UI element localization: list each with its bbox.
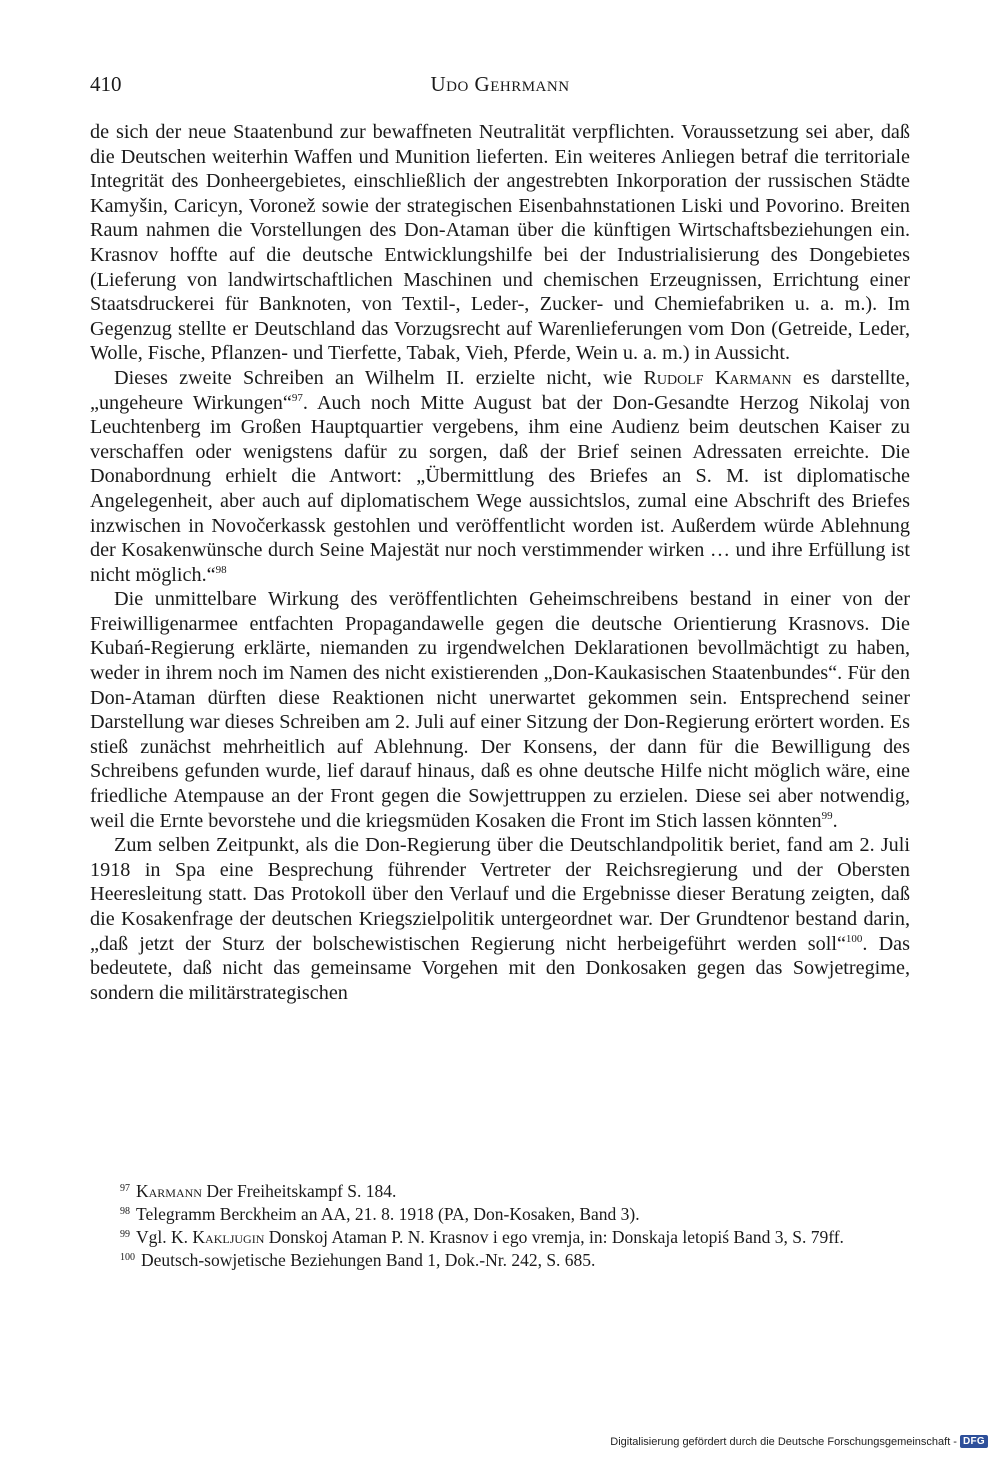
text-run: Zum selben Zeitpunkt, als die Don-Regierung über die Deutschlandpolitik beriet, fand am 2. Juli 1918 in Spa eine Besprechung führender Vertreter der Reichsregierung und der Obersten Heeresleitung statt. Das Protokoll über den Verlauf und die Ergebnisse dieser Beratung zeigten, daß die Kosakenfrage der deutschen Kriegszielpolitik untergeordnet war. Der Grundtenor bestand darin, „daß jetzt der Sturz der bolschewistischen Regierung nicht herbeigeführt werden soll“ — [90, 834, 910, 955]
footnote-ref: 97 — [291, 391, 303, 404]
credit-text: Digitalisierung gefördert durch die Deutsche Forschungsgemeinschaft - — [610, 1435, 957, 1448]
footnote — [90, 1226, 910, 1249]
text-run: Donskoj Ataman P. N. Krasnov i ego vremja, in: Donskaja letopiś Band 3, S. 79ff. — [264, 1227, 844, 1247]
footnote-ref: 100 — [845, 932, 863, 945]
paragraph — [90, 120, 910, 366]
author-name: Rudolf Karmann — [643, 366, 792, 389]
footnote — [90, 1249, 910, 1272]
footnote-ref: 98 — [215, 563, 227, 576]
text-run: Vgl. K. — [136, 1227, 193, 1247]
footnotes — [90, 1180, 910, 1272]
text-run: . Auch noch Mitte August bat der Don-Gesandte Herzog Nikolaj von Leuchtenberg im Großen Hauptquartier vergebens, ihm eine Audienz beim deutschen Kaiser zu verschaffen oder wenigstens dafür zu sorgen, daß der Brief seinen Adressaten erreichte. Die Donabordnung erhielt die Antwort: „Übermittlung des Briefes an S. M. ist diplomatische Angelegenheit, aber auch auf diplomatischem Wege aussichtslos, zumal eine Abschrift des Briefes inzwischen in Novočerkassk gestohlen und veröffentlicht worden ist. Außerdem würde Ablehnung der Kosakenwünsche durch Seine Majestät nur noch verstimmender wirken … und ihre Erfüllung ist nicht möglich.“ — [90, 391, 910, 586]
body-text — [90, 120, 910, 1005]
text-run: . Das bedeutete, daß nicht das gemeinsame Vorgehen mit den Donkosaken gegen das Sowjetregime, sondern die militärstrategischen — [90, 932, 910, 1004]
text-run: Telegramm Berckheim an AA, 21. 8. 1918 (PA, Don-Kosaken, Band 3). — [136, 1204, 640, 1224]
paragraph — [90, 587, 910, 833]
footnote-number: 98 — [120, 1206, 130, 1217]
dfg-logo-icon: DFG — [960, 1435, 988, 1448]
footnote-ref: 99 — [821, 809, 833, 822]
text-run: de sich der neue Staatenbund zur bewaffneten Neutralität verpflichten. Voraussetzung sei aber, daß die Deutschen weiterhin Waffen und Munition lieferten. Ein weiteres Anliegen betraf die territoriale Integrität des Donheergebietes, einschließlich der angestrebten Inkorporation der russischen Städte Kamyšin, Caricyn, Voronež sowie der strategischen Eisenbahnstationen Liski und Povorino. Breiten Raum nahmen die Vorstellungen des Don-Ataman über die künftigen Wirtschaftsbeziehungen ein. Krasnov hoffte auf die deutsche Entwicklungshilfe bei der Industrialisierung des Dongebietes (Lieferung von landwirtschaftlichen Maschinen und chemischen Erzeugnissen, Errichtung einer Staatsdruckerei für Banknoten, von Textil-, Leder-, Zucker- und Chemiefabriken u. a. m.). Im Gegenzug stellte er Deutschland das Vorzugsrecht auf Warenlieferungen vom Don (Getreide, Leder, Wolle, Fische, Pflanzen- und Tierfette, Tabak, Vieh, Pferde, Wein u. a. m.) in Aussicht. — [90, 121, 910, 365]
text-run: Deutsch-sowjetische Beziehungen Band 1, Dok.-Nr. 242, S. 685. — [141, 1250, 596, 1270]
text-run: . — [832, 809, 838, 832]
footnote — [90, 1180, 910, 1203]
footnote-number: 97 — [120, 1183, 130, 1194]
text-run: Dieses zweite Schreiben an Wilhelm II. erzielte nicht, wie — [114, 366, 644, 389]
author-name: Kakljugin — [192, 1227, 265, 1247]
paragraph — [90, 833, 910, 1005]
running-head: Udo Gehrmann — [430, 72, 570, 96]
page-number: 410 — [90, 72, 122, 96]
page-header — [90, 72, 910, 102]
digitization-credit — [610, 1435, 988, 1448]
text-run: Die unmittelbare Wirkung des veröffentlichten Geheimschreibens bestand in einer von der Freiwilligenarmee entfachten Propagandawelle gegen die deutsche Orientierung Krasnovs. Die Kubań-Regierung erklärte, niemanden zu irgendwelchen Deklarationen bevollmächtigt zu haben, weder in ihrem noch im Namen des nicht existierenden „Don-Kaukasischen Staatenbundes“. Für den Don-Ataman dürften diese Reaktionen nicht unerwartet gekommen sein. Entsprechend seiner Darstellung war dieses Schreiben am 2. Juli auf einer Sitzung der Don-Regierung erörtert worden. Es stieß zunächst mehrheitlich auf Ablehnung. Der Konsens, der dann für die Bewilligung des Schreibens gefunden wurde, lief darauf hinaus, daß es ohne deutsche Hilfe nicht möglich wäre, eine friedliche Atempause an der Front gegen die Sowjettruppen zu erzielen. Diese sei aber notwendig, weil die Ernte bevorstehe und die kriegsmüden Kosaken die Front im Stich lassen könnten — [90, 588, 910, 832]
text-run: Der Freiheitskampf S. 184. — [201, 1181, 397, 1201]
paragraph — [90, 366, 910, 587]
text-run: es darstellte, „ungeheure Wirkungen“ — [90, 366, 910, 414]
footnote-number: 99 — [120, 1229, 130, 1240]
footnote — [90, 1203, 910, 1226]
footnote-number: 100 — [120, 1252, 135, 1263]
author-name: Karmann — [136, 1181, 202, 1201]
